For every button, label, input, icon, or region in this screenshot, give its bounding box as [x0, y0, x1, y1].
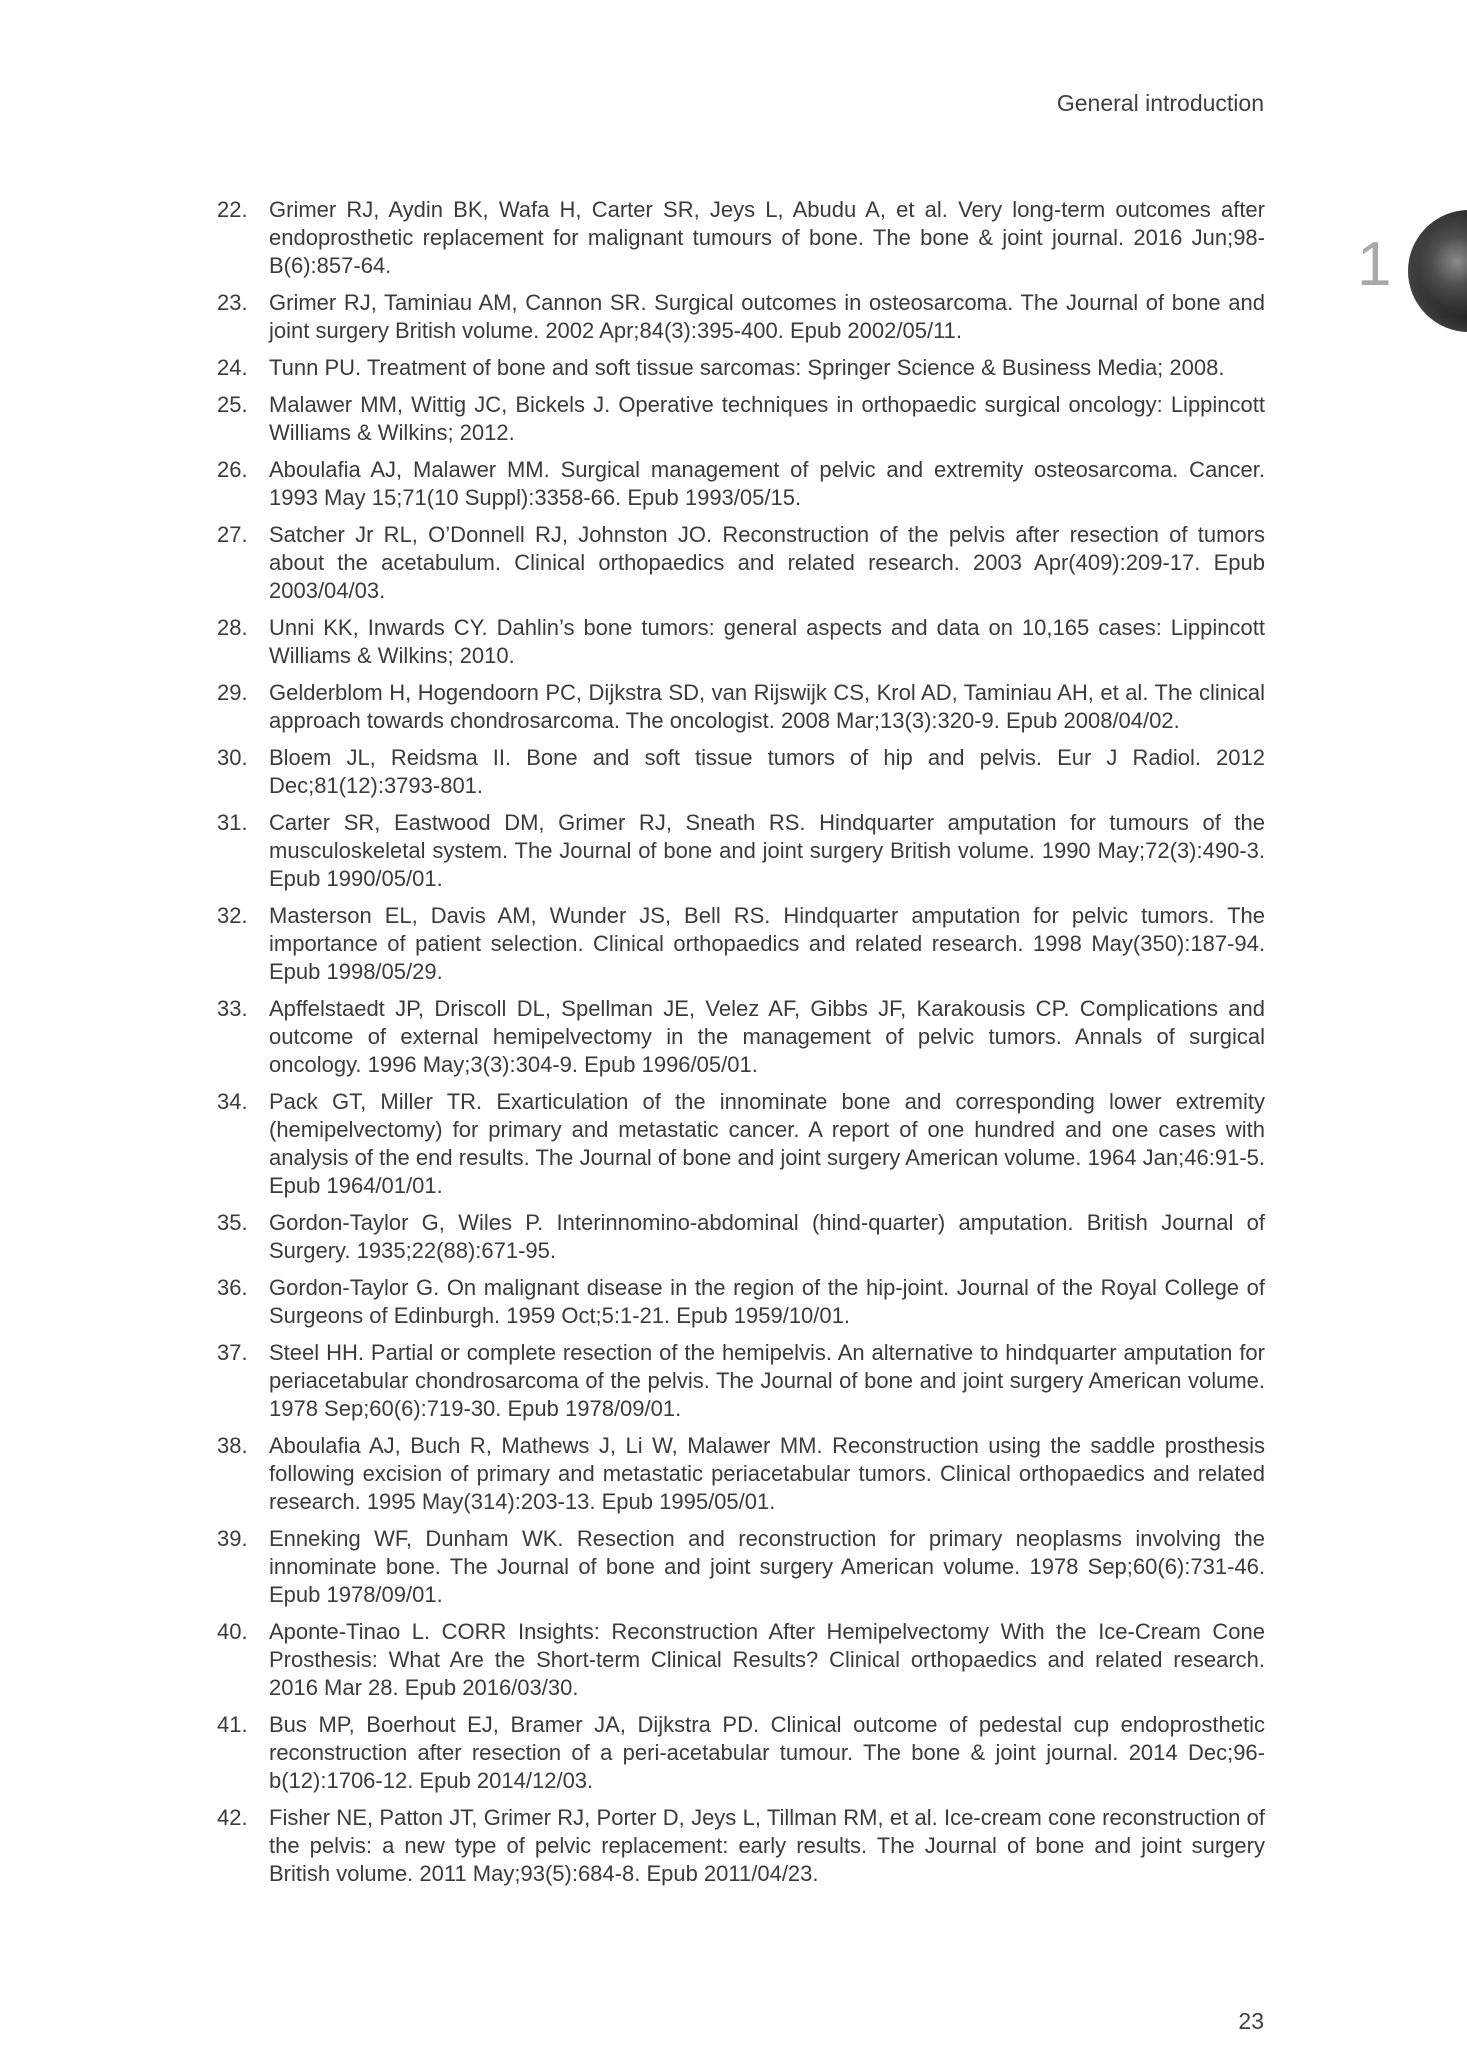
reference-text: Unni KK, Inwards CY. Dahlin’s bone tumors: general aspects and data on 10,165 cases: Lippincott Williams & Wilkins; 2010. [269, 615, 1265, 668]
reference-number: 33. [217, 996, 248, 1021]
reference-item [217, 521, 1265, 605]
reference-item [217, 1525, 1265, 1609]
reference-item [217, 289, 1265, 345]
reference-number: 31. [217, 810, 248, 835]
reference-item [217, 196, 1265, 280]
page-number: 23 [1238, 2008, 1264, 2034]
reference-text: Pack GT, Miller TR. Exarticulation of the innominate bone and corresponding lower extremity (hemipelvectomy) for primary and metastatic cancer. A report of one hundred and one cases with analysis of the end results. The Journal of bone and joint surgery American volume. 1964 Jan;46:91-5. Epub 1964/01/01. [269, 1089, 1265, 1198]
reference-item [217, 1274, 1265, 1330]
running-header: General introduction [1056, 90, 1264, 116]
reference-number: 26. [217, 457, 248, 482]
reference-item [217, 902, 1265, 986]
reference-text: Bloem JL, Reidsma II. Bone and soft tissue tumors of hip and pelvis. Eur J Radiol. 2012 Dec;81(12):3793-801. [269, 745, 1265, 798]
reference-item [217, 809, 1265, 893]
reference-number: 40. [217, 1619, 248, 1644]
reference-number: 28. [217, 615, 248, 640]
reference-text: Satcher Jr RL, O’Donnell RJ, Johnston JO. Reconstruction of the pelvis after resection of tumors about the acetabulum. Clinical orthopaedics and related research. 2003 Apr(409):209-17. Epub 2003/04/03. [269, 522, 1265, 603]
reference-item [217, 391, 1265, 447]
reference-number: 22. [217, 197, 248, 222]
reference-item [217, 1711, 1265, 1795]
reference-item [217, 354, 1265, 382]
reference-text: Malawer MM, Wittig JC, Bickels J. Operative techniques in orthopaedic surgical oncology: Lippincott Williams & Wilkins; 2012. [269, 392, 1265, 445]
reference-text: Steel HH. Partial or complete resection of the hemipelvis. An alternative to hindquarter amputation for periacetabular chondrosarcoma of the pelvis. The Journal of bone and joint surgery American volume. 1978 Sep;60(6):719-30. Epub 1978/09/01. [269, 1340, 1265, 1421]
reference-number: 35. [217, 1210, 248, 1235]
reference-text: Aboulafia AJ, Malawer MM. Surgical management of pelvic and extremity osteosarcoma. Cancer. 1993 May 15;71(10 Suppl):3358-66. Epub 1993/05/15. [269, 457, 1265, 510]
reference-number: 42. [217, 1805, 248, 1830]
reference-text: Aponte-Tinao L. CORR Insights: Reconstruction After Hemipelvectomy With the Ice-Cream Cone Prosthesis: What Are the Short-term Clinical Results? Clinical orthopaedics and related research. 2016 Mar 28. Epub 2016/03/30. [269, 1619, 1265, 1700]
reference-number: 36. [217, 1275, 248, 1300]
reference-number: 24. [217, 355, 248, 380]
reference-number: 39. [217, 1526, 248, 1551]
reference-text: Fisher NE, Patton JT, Grimer RJ, Porter D, Jeys L, Tillman RM, et al. Ice-cream cone reconstruction of the pelvis: a new type of pelvic replacement: early results. The Journal of bone and joint surgery British volume. 2011 May;93(5):684-8. Epub 2011/04/23. [269, 1805, 1265, 1886]
reference-list [217, 196, 1265, 1888]
reference-text: Gelderblom H, Hogendoorn PC, Dijkstra SD, van Rijswijk CS, Krol AD, Taminiau AH, et al. The clinical approach towards chondrosarcoma. The oncologist. 2008 Mar;13(3):320-9. Epub 2008/04/02. [269, 680, 1265, 733]
reference-number: 25. [217, 392, 248, 417]
reference-item [217, 1432, 1265, 1516]
reference-item [217, 1804, 1265, 1888]
reference-item [217, 679, 1265, 735]
reference-number: 32. [217, 903, 248, 928]
reference-number: 37. [217, 1340, 248, 1365]
reference-number: 34. [217, 1089, 248, 1114]
reference-item [217, 1088, 1265, 1200]
reference-text: Grimer RJ, Aydin BK, Wafa H, Carter SR, Jeys L, Abudu A, et al. Very long-term outcomes after endoprosthetic replacement for malignant tumours of bone. The bone & joint journal. 2016 Jun;98-B(6):857-64. [269, 197, 1265, 278]
reference-text: Aboulafia AJ, Buch R, Mathews J, Li W, Malawer MM. Reconstruction using the saddle prosthesis following excision of primary and metastatic periacetabular tumors. Clinical orthopaedics and related research. 1995 May(314):203-13. Epub 1995/05/01. [269, 1433, 1265, 1514]
reference-text: Enneking WF, Dunham WK. Resection and reconstruction for primary neoplasms involving the innominate bone. The Journal of bone and joint surgery American volume. 1978 Sep;60(6):731-46. Epub 1978/09/01. [269, 1526, 1265, 1607]
reference-item [217, 614, 1265, 670]
reference-item [217, 744, 1265, 800]
reference-text: Grimer RJ, Taminiau AM, Cannon SR. Surgical outcomes in osteosarcoma. The Journal of bone and joint surgery British volume. 2002 Apr;84(3):395-400. Epub 2002/05/11. [269, 290, 1265, 343]
reference-item [217, 1339, 1265, 1423]
reference-number: 23. [217, 290, 248, 315]
reference-text: Bus MP, Boerhout EJ, Bramer JA, Dijkstra PD. Clinical outcome of pedestal cup endoprosthetic reconstruction after resection of a peri-acetabular tumour. The bone & joint journal. 2014 Dec;96-b(12):1706-12. Epub 2014/12/03. [269, 1712, 1265, 1793]
reference-text: Apffelstaedt JP, Driscoll DL, Spellman JE, Velez AF, Gibbs JF, Karakousis CP. Complications and outcome of external hemipelvectomy in the management of pelvic tumors. Annals of surgical oncology. 1996 May;3(3):304-9. Epub 1996/05/01. [269, 996, 1265, 1077]
reference-number: 38. [217, 1433, 248, 1458]
reference-text: Masterson EL, Davis AM, Wunder JS, Bell RS. Hindquarter amputation for pelvic tumors. The importance of patient selection. Clinical orthopaedics and related research. 1998 May(350):187-94. Epub 1998/05/29. [269, 903, 1265, 984]
reference-number: 41. [217, 1712, 248, 1737]
reference-number: 29. [217, 680, 248, 705]
reference-item [217, 1618, 1265, 1702]
chapter-number: 1 [1357, 230, 1392, 299]
reference-number: 30. [217, 745, 248, 770]
reference-text: Gordon-Taylor G. On malignant disease in the region of the hip-joint. Journal of the Royal College of Surgeons of Edinburgh. 1959 Oct;5:1-21. Epub 1959/10/01. [269, 1275, 1265, 1328]
reference-text: Gordon-Taylor G, Wiles P. Interinnomino-abdominal (hind-quarter) amputation. British Journal of Surgery. 1935;22(88):671-95. [269, 1210, 1265, 1263]
reference-text: Carter SR, Eastwood DM, Grimer RJ, Sneath RS. Hindquarter amputation for tumours of the musculoskeletal system. The Journal of bone and joint surgery British volume. 1990 May;72(3):490-3. Epub 1990/05/01. [269, 810, 1265, 891]
reference-number: 27. [217, 522, 248, 547]
reference-item [217, 1209, 1265, 1265]
reference-item [217, 456, 1265, 512]
reference-item [217, 995, 1265, 1079]
chapter-thumbnail-image [1408, 210, 1467, 332]
reference-text: Tunn PU. Treatment of bone and soft tissue sarcomas: Springer Science & Business Media; 2008. [269, 355, 1225, 380]
